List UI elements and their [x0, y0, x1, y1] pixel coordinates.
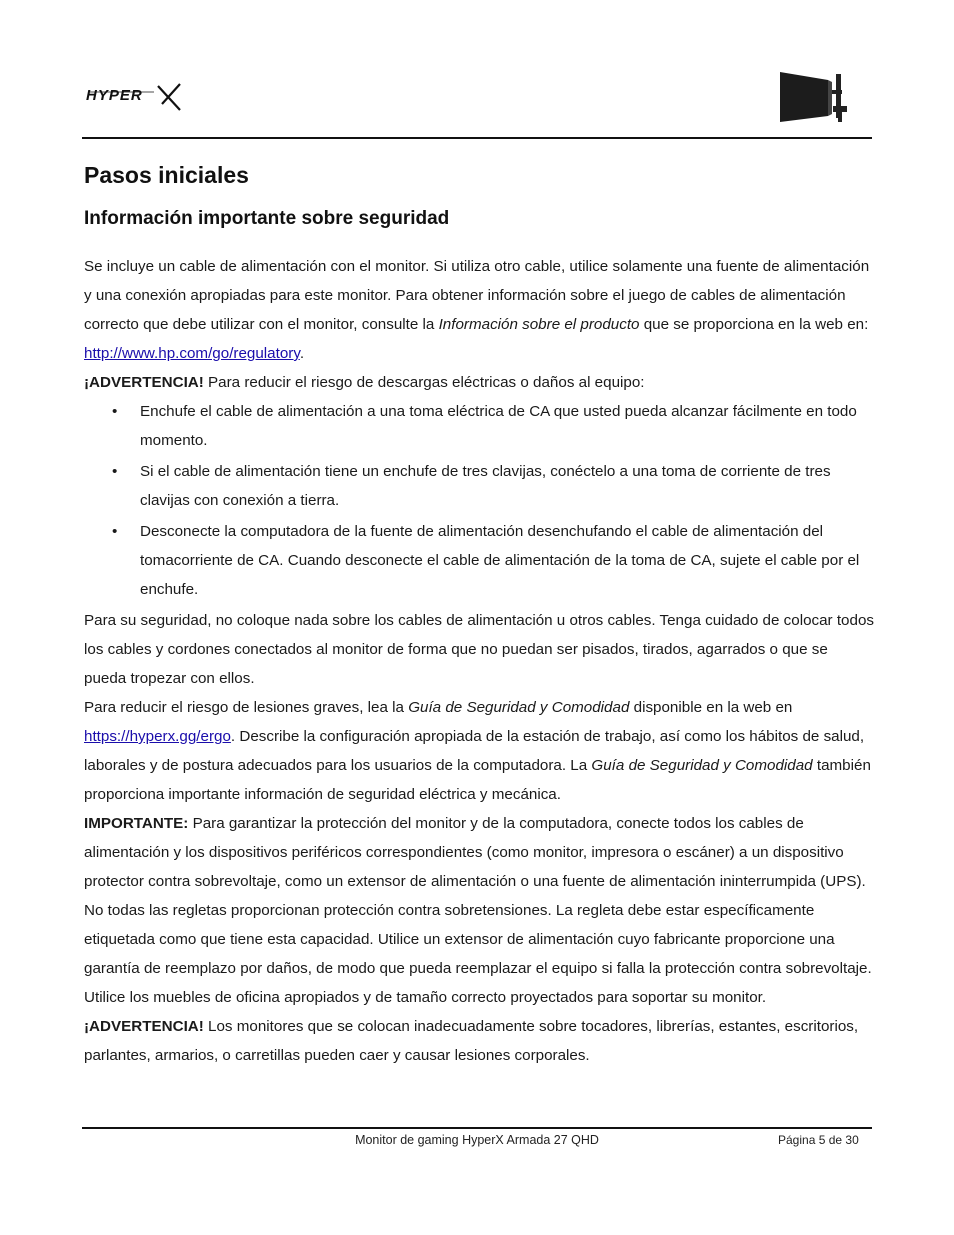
- power-cord-paragraph: [84, 252, 874, 368]
- cable-safety-paragraph: Para su seguridad, no coloque nada sobre los cables de alimentación u otros cables. Tenga cuidado de colocar todos los cables y cordones conectados al monitor de forma que no puedan ser pisados, tirados, agarrados o que se pueda tropezar con ellos.: [84, 612, 874, 687]
- svg-text:HYPER: HYPER: [86, 87, 143, 104]
- regulatory-link[interactable]: http://www.hp.com/go/regulatory: [84, 345, 300, 362]
- list-item: [84, 457, 874, 515]
- warning-text: Para reducir el riesgo de descargas eléctricas o daños al equipo:: [203, 374, 645, 391]
- guide-title: Guía de Seguridad y Comodidad: [408, 699, 630, 716]
- ergo-link[interactable]: https://hyperx.gg/ergo: [84, 728, 231, 745]
- section-title: Información importante sobre seguridad: [84, 208, 450, 229]
- paragraph-text: también proporciona importante información de seguridad eléctrica y mecánica.: [84, 757, 871, 803]
- header-divider: [82, 137, 872, 139]
- ergonomics-paragraph: [84, 693, 874, 809]
- page-number: Página 5 de 30: [778, 1133, 859, 1147]
- warning-text: Los monitores que se colocan inadecuadamente sobre tocadores, librerías, estantes, escritorios, parlantes, armarios, o carretillas pueden caer y causar lesiones corporales.: [84, 1018, 859, 1064]
- warning-paragraph: [84, 368, 874, 397]
- product-info-title: Información sobre el producto: [438, 316, 640, 333]
- warning-paragraph: [84, 1012, 874, 1070]
- warning-label: ¡ADVERTENCIA!: [84, 374, 204, 391]
- bullet-icon: •: [112, 403, 118, 420]
- page-header: [82, 60, 872, 140]
- bullet-icon: •: [112, 463, 118, 480]
- main-content: [84, 158, 874, 1070]
- safety-list: [84, 397, 874, 604]
- monitor-arm-icon: [778, 70, 854, 131]
- paragraph-text: Para reducir el riesgo de lesiones graves, lea la: [84, 699, 409, 716]
- important-paragraph: [84, 809, 874, 983]
- footer-divider: [82, 1127, 872, 1129]
- warning-label: ¡ADVERTENCIA!: [84, 1018, 204, 1035]
- list-item: [84, 397, 874, 455]
- list-item-text: Desconecte la computadora de la fuente de alimentación desenchufando el cable de alimentación del tomacorriente de CA. Cuando desconecte el cable de alimentación de la toma de CA, sujete el cable por el enchufe.: [140, 523, 860, 598]
- paragraph-text: .: [299, 345, 305, 362]
- list-item-text: Si el cable de alimentación tiene un enchufe de tres clavijas, conéctelo a una toma de corriente de tres clavijas con conexión a tierra.: [140, 463, 831, 509]
- important-text: Para garantizar la protección del monitor y de la computadora, conecte todos los cables de alimentación y los dispositivos periféricos correspondientes (como monitor, impresora o escáner) a un dispositivo protector contra sobrevoltaje, como un extensor de alimentación o una fuente de alimentación ininterrumpida (UPS). No todas las regletas proporcionan protección contra sobretensiones. La regleta debe estar específicamente etiquetada como que tiene esta capacidad. Utilice un extensor de alimentación cuyo fabricante proporcione una garantía de reemplazo por daños, de modo que pueda reemplazar el equipo si falla la protección contra sobrevoltaje.: [84, 815, 872, 977]
- important-label: IMPORTANTE:: [84, 815, 189, 832]
- paragraph-text: disponible en la web en: [629, 699, 793, 716]
- list-item: [84, 517, 874, 604]
- list-item-text: Enchufe el cable de alimentación a una toma eléctrica de CA que usted pueda alcanzar fácilmente en todo momento.: [140, 403, 857, 449]
- guide-title: Guía de Seguridad y Comodidad: [591, 757, 813, 774]
- footer-title: Monitor de gaming HyperX Armada 27 QHD: [355, 1133, 599, 1147]
- furniture-paragraph: Utilice los muebles de oficina apropiados y de tamaño correcto proyectados para soportar su monitor.: [84, 989, 767, 1006]
- paragraph-text: Se incluye un cable de alimentación con el monitor. Si utiliza otro cable, utilice solamente una fuente de alimentación y una conexión apropiadas para este monitor. Para obtener información sobre el juego de cables de alimentación correcto que debe utilizar con el monitor, consulte la: [84, 258, 870, 333]
- bullet-icon: •: [112, 523, 118, 540]
- hyperx-logo: [84, 78, 184, 117]
- paragraph-text: . Describe la configuración apropiada de la estación de trabajo, así como los hábitos de salud, laborales y de postura adecuados para los usuarios de la computadora. La: [84, 728, 865, 774]
- paragraph-text: que se proporciona en la web en:: [639, 316, 869, 333]
- page-title: Pasos iniciales: [84, 162, 249, 188]
